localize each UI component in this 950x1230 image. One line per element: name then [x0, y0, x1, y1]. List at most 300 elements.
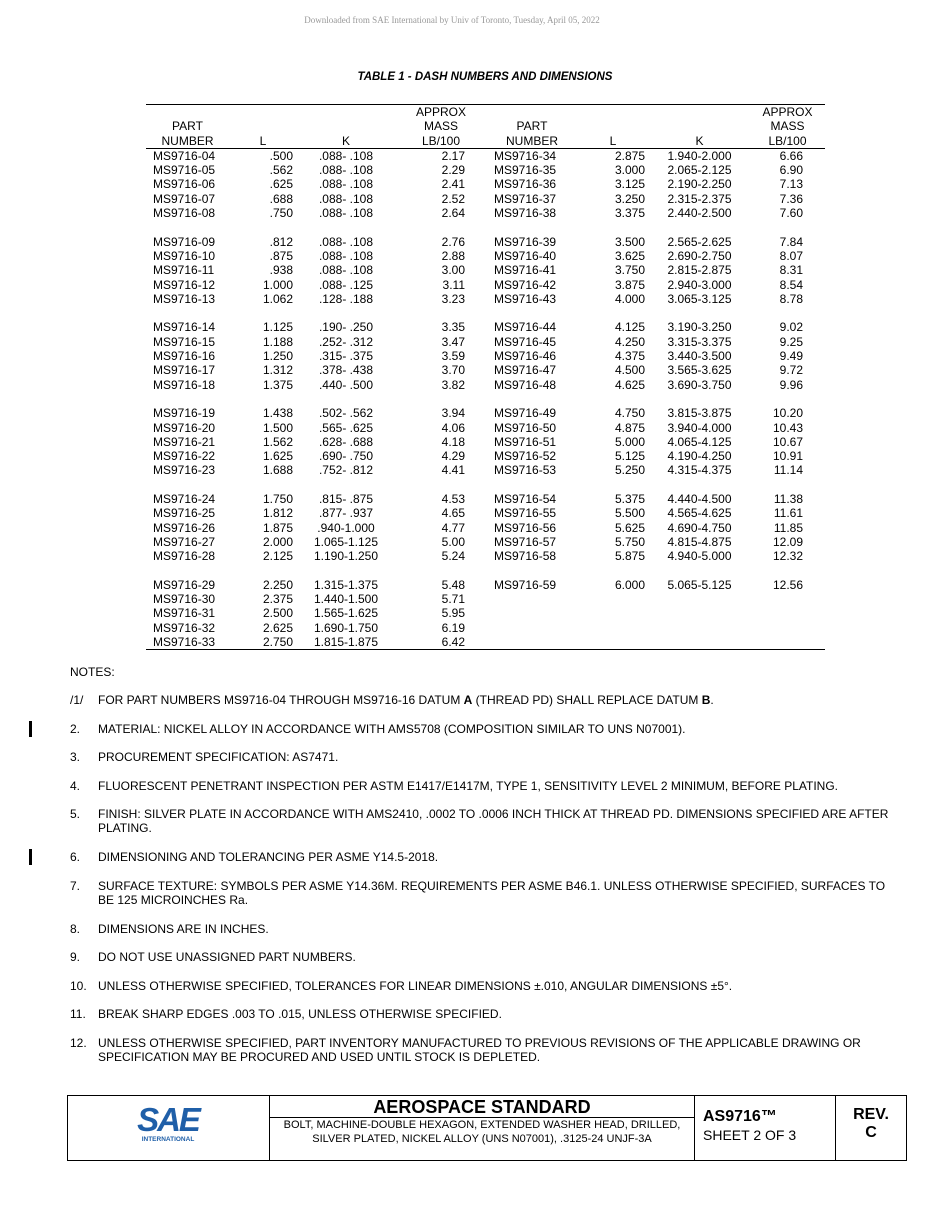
- approx-mass: 2.52: [441, 191, 465, 206]
- l-value: 2.750: [229, 635, 297, 650]
- table-row: [146, 249, 825, 263]
- approx-mass: 3.35: [441, 320, 465, 335]
- l-value: 1.125: [262, 320, 293, 335]
- approx-mass: 9.96: [779, 377, 803, 392]
- l-value: 1.000: [262, 277, 293, 292]
- note-number: 9.: [70, 950, 81, 964]
- revision-cell: [836, 1096, 906, 1160]
- l-value: 2.375: [262, 592, 293, 607]
- l-value: .812: [269, 234, 293, 249]
- k-range: 3.440-3.500: [667, 349, 732, 364]
- note-text-part: .: [710, 693, 714, 707]
- note-number: 8.: [70, 922, 81, 936]
- k-range: 2.190-2.250: [667, 177, 732, 192]
- k-range: 3.565-3.625: [667, 363, 732, 378]
- part-number: MS9716-48: [494, 377, 557, 392]
- approx-mass: [750, 635, 825, 650]
- k-range: .088- .108: [318, 263, 374, 278]
- revision-label: REV.: [853, 1106, 889, 1123]
- part-number: MS9716-29: [153, 577, 216, 592]
- l-value: 4.500: [614, 363, 645, 378]
- l-value: 2.125: [262, 549, 293, 564]
- l-value: 5.875: [614, 549, 645, 564]
- part-number: MS9716-43: [494, 291, 557, 306]
- l-value: 3.125: [614, 177, 645, 192]
- approx-mass: 3.47: [441, 334, 465, 349]
- note-text-part: (THREAD PD) SHALL REPLACE DATUM: [472, 693, 702, 707]
- approx-mass: 5.95: [441, 606, 465, 621]
- part-number: MS9716-21: [153, 434, 216, 449]
- k-range: 1.690-1.750: [313, 620, 379, 635]
- table-row: [146, 549, 825, 563]
- table-row: [146, 606, 825, 620]
- k-range: .088- .108: [318, 248, 374, 263]
- note-item: [70, 1007, 890, 1021]
- part-number: MS9716-22: [153, 449, 216, 464]
- group-spacer: [146, 220, 825, 234]
- k-range: 1.315-1.375: [313, 577, 379, 592]
- note-item: [70, 850, 890, 864]
- approx-mass: 10.20: [772, 406, 803, 421]
- part-number: MS9716-59: [494, 577, 557, 592]
- part-number: MS9716-06: [153, 177, 216, 192]
- approx-mass: 4.29: [441, 449, 465, 464]
- revision-change-bar: [29, 849, 32, 865]
- approx-mass: 4.77: [441, 520, 465, 535]
- l-value: 1.188: [262, 334, 293, 349]
- part-number: MS9716-41: [494, 263, 557, 278]
- header-mass-left: APPROX MASS LB/100: [395, 105, 487, 149]
- l-value: 1.250: [262, 349, 293, 364]
- part-number: MS9716-08: [153, 206, 216, 221]
- k-range: .128- .188: [318, 291, 374, 306]
- l-value: 6.000: [614, 577, 645, 592]
- l-value: 4.250: [614, 334, 645, 349]
- part-number: MS9716-14: [153, 320, 216, 335]
- l-value: 1.875: [262, 520, 293, 535]
- approx-mass: 11.14: [773, 463, 803, 478]
- note-item: [70, 1036, 890, 1064]
- part-number: MS9716-39: [494, 234, 557, 249]
- approx-mass: 8.78: [779, 291, 803, 306]
- approx-mass: 7.36: [779, 191, 803, 206]
- k-range: 4.690-4.750: [667, 520, 732, 535]
- approx-mass: 6.90: [779, 163, 803, 178]
- approx-mass: 4.06: [441, 420, 465, 435]
- k-range: .088- .125: [318, 277, 374, 292]
- approx-mass: 10.67: [772, 434, 803, 449]
- k-range: 1.565-1.625: [313, 606, 379, 621]
- approx-mass: 7.60: [779, 206, 803, 221]
- approx-mass: 4.18: [441, 434, 465, 449]
- k-range: 4.440-4.500: [667, 492, 732, 507]
- part-number: MS9716-30: [153, 592, 216, 607]
- sheet-number: SHEET 2 OF 3: [703, 1127, 797, 1143]
- part-number: MS9716-25: [153, 506, 216, 521]
- l-value: .688: [269, 191, 293, 206]
- note-item: [70, 922, 890, 936]
- l-value: .938: [269, 263, 293, 278]
- document-number: AS9716™: [703, 1108, 777, 1125]
- approx-mass: 3.11: [442, 277, 465, 292]
- l-value: .750: [269, 206, 293, 221]
- approx-mass: 12.09: [772, 534, 803, 549]
- k-range: .628- .688: [318, 434, 374, 449]
- note-item: [70, 879, 890, 907]
- part-number: MS9716-11: [153, 263, 215, 278]
- approx-mass: 4.65: [441, 506, 465, 521]
- table-row: [146, 335, 825, 349]
- note-number: 12.: [70, 1036, 87, 1050]
- approx-mass: 2.17: [441, 148, 465, 163]
- part-number: MS9716-04: [153, 148, 216, 163]
- title-description-cell: [270, 1096, 695, 1160]
- l-value: 1.375: [262, 377, 293, 392]
- l-value: 3.000: [614, 163, 645, 178]
- part-number: MS9716-09: [153, 234, 216, 249]
- part-number: MS9716-28: [153, 549, 216, 564]
- l-value: 3.625: [614, 248, 645, 263]
- download-note: Downloaded from SAE International by Univ of Toronto, Tuesday, April 05, 2022: [304, 15, 600, 25]
- dash-numbers-table: [146, 104, 825, 650]
- l-value: 2.875: [614, 148, 645, 163]
- part-number: MS9716-49: [494, 406, 557, 421]
- part-number: MS9716-32: [153, 620, 216, 635]
- k-range: .378- .438: [318, 363, 374, 378]
- approx-mass: 10.43: [772, 420, 803, 435]
- part-number: MS9716-20: [153, 420, 216, 435]
- approx-mass: 6.66: [779, 148, 803, 163]
- note-item: [70, 779, 890, 793]
- k-range: 3.315-3.375: [667, 334, 732, 349]
- part-number: MS9716-26: [153, 520, 216, 535]
- k-range: [649, 606, 750, 620]
- note-text: [98, 693, 890, 707]
- sae-logo-sub: INTERNATIONAL: [141, 1136, 195, 1143]
- l-value: 1.562: [262, 434, 293, 449]
- part-number: [487, 621, 577, 635]
- note-number: 3.: [70, 750, 81, 764]
- table-row: [146, 263, 825, 277]
- part-number: MS9716-51: [494, 434, 557, 449]
- note-number: 11.: [70, 1007, 86, 1021]
- l-value: 1.625: [262, 449, 293, 464]
- table-row: [146, 177, 825, 191]
- l-value: 2.500: [262, 606, 293, 621]
- k-range: .088- .108: [318, 163, 374, 178]
- k-range: 2.065-2.125: [667, 163, 732, 178]
- group-spacer: [146, 478, 825, 492]
- l-value: 4.000: [614, 291, 645, 306]
- k-range: 4.815-4.875: [667, 534, 732, 549]
- l-value: 5.250: [614, 463, 645, 478]
- table-header-row: [146, 105, 825, 149]
- part-number: MS9716-16: [153, 349, 216, 364]
- approx-mass: 9.72: [779, 363, 803, 378]
- approx-mass: 11.38: [773, 492, 803, 507]
- sae-logo: [68, 1096, 270, 1160]
- part-number: MS9716-42: [494, 277, 557, 292]
- l-value: 3.250: [614, 191, 645, 206]
- l-value: 4.625: [614, 377, 645, 392]
- part-number: MS9716-35: [494, 163, 557, 178]
- l-value: [577, 606, 649, 620]
- k-range: .815- .875: [318, 492, 374, 507]
- approx-mass: 2.41: [441, 177, 465, 192]
- l-value: 2.250: [262, 577, 293, 592]
- table-row: [146, 492, 825, 506]
- l-value: 5.500: [614, 506, 645, 521]
- note-item: [70, 722, 890, 736]
- part-number: MS9716-13: [153, 291, 216, 306]
- part-number: MS9716-58: [494, 549, 557, 564]
- note-number: 2.: [70, 722, 81, 736]
- l-value: 1.688: [262, 463, 293, 478]
- approx-mass: 3.00: [441, 263, 465, 278]
- approx-mass: 5.24: [441, 549, 465, 564]
- k-range: 1.440-1.500: [313, 592, 379, 607]
- part-number: MS9716-47: [494, 363, 557, 378]
- part-number: MS9716-57: [494, 534, 557, 549]
- header-l-right: L: [577, 105, 649, 149]
- part-number: MS9716-23: [153, 463, 216, 478]
- part-number: MS9716-24: [153, 492, 216, 507]
- k-range: .690- .750: [318, 449, 374, 464]
- note-text: DO NOT USE UNASSIGNED PART NUMBERS.: [98, 950, 356, 964]
- note-text: FLUORESCENT PENETRANT INSPECTION PER ASTM E1417/E1417M, TYPE 1, SENSITIVITY LEVEL 2 MINIMUM, BEFORE PLATING.: [98, 779, 838, 793]
- table-row: [146, 292, 825, 306]
- approx-mass: 3.59: [441, 349, 465, 364]
- l-value: 3.500: [614, 234, 645, 249]
- part-number: MS9716-46: [494, 349, 557, 364]
- k-range: 4.315-4.375: [667, 463, 732, 478]
- l-value: [577, 592, 649, 606]
- l-value: 4.750: [614, 406, 645, 421]
- note-item: [70, 807, 890, 835]
- part-number: MS9716-36: [494, 177, 557, 192]
- note-number: 7.: [70, 879, 81, 893]
- k-range: .190- .250: [318, 320, 374, 335]
- l-value: 5.375: [614, 492, 645, 507]
- title-block: [67, 1095, 907, 1161]
- approx-mass: 3.70: [441, 363, 465, 378]
- part-number: MS9716-54: [494, 492, 557, 507]
- l-value: 3.750: [614, 263, 645, 278]
- approx-mass: 9.49: [779, 349, 803, 364]
- note-text-part: FOR PART NUMBERS MS9716-04 THROUGH MS9716-16 DATUM: [98, 693, 464, 707]
- approx-mass: 9.02: [779, 320, 803, 335]
- table-row: [146, 578, 825, 592]
- table-row: [146, 349, 825, 363]
- note-number: 5.: [70, 807, 81, 821]
- k-range: 2.440-2.500: [667, 206, 732, 221]
- table-row: [146, 206, 825, 220]
- part-description: BOLT, MACHINE-DOUBLE HEXAGON, EXTENDED WASHER HEAD, DRILLED, SILVER PLATED, NICKEL ALLOY (UNS N07001), .3125-24 UNJF-3A: [283, 1119, 681, 1145]
- k-range: .940-1.000: [317, 520, 375, 535]
- datum-label: A: [463, 693, 473, 707]
- k-range: .088- .108: [318, 148, 374, 163]
- l-value: 4.875: [614, 420, 645, 435]
- approx-mass: 5.48: [441, 577, 465, 592]
- note-item: [70, 750, 890, 764]
- part-number: MS9716-45: [494, 334, 557, 349]
- l-value: 1.312: [262, 363, 293, 378]
- approx-mass: 3.82: [441, 377, 465, 392]
- approx-mass: 12.32: [772, 549, 803, 564]
- l-value: 5.625: [614, 520, 645, 535]
- table-row: [146, 463, 825, 477]
- k-range: .565- .625: [318, 420, 374, 435]
- approx-mass: 8.31: [779, 263, 803, 278]
- group-spacer: [146, 392, 825, 406]
- approx-mass: [750, 621, 825, 635]
- part-number: MS9716-19: [153, 406, 216, 421]
- table-row: [146, 449, 825, 463]
- approx-mass: 3.94: [441, 406, 465, 421]
- part-number: MS9716-40: [494, 248, 557, 263]
- k-range: .088- .108: [318, 206, 374, 221]
- table-row: [146, 506, 825, 520]
- table-row: [146, 435, 825, 449]
- part-number: MS9716-55: [494, 506, 557, 521]
- l-value: .875: [269, 248, 293, 263]
- approx-mass: 6.19: [441, 620, 465, 635]
- l-value: 4.125: [614, 320, 645, 335]
- part-number: MS9716-34: [494, 148, 557, 163]
- approx-mass: 7.13: [779, 177, 803, 192]
- note-text: UNLESS OTHERWISE SPECIFIED, PART INVENTORY MANUFACTURED TO PREVIOUS REVISIONS OF THE APPLICABLE DRAWING OR SPECIFICATION MAY BE PROCURED AND USED UNTIL STOCK IS DEPLETED.: [98, 1036, 861, 1064]
- revision-change-bar: [29, 721, 32, 737]
- table-row: [146, 320, 825, 334]
- approx-mass: 6.42: [395, 635, 487, 650]
- approx-mass: 11.61: [773, 506, 803, 521]
- table-row: [146, 378, 825, 392]
- k-range: 2.815-2.875: [667, 263, 732, 278]
- group-spacer: [146, 564, 825, 578]
- note-item: [70, 950, 890, 964]
- table-row: [146, 363, 825, 377]
- table-row: [146, 592, 825, 606]
- approx-mass: 3.23: [441, 291, 465, 306]
- table-row: [146, 278, 825, 292]
- k-range: .315- .375: [318, 349, 374, 364]
- approx-mass: 2.76: [441, 234, 465, 249]
- part-number: MS9716-18: [153, 377, 216, 392]
- approx-mass: 8.54: [779, 277, 803, 292]
- note-text: DIMENSIONS ARE IN INCHES.: [98, 922, 269, 936]
- header-mass-right: APPROX MASS LB/100: [750, 105, 825, 149]
- part-number: MS9716-15: [153, 334, 216, 349]
- approx-mass: 2.64: [441, 206, 465, 221]
- part-number: MS9716-56: [494, 520, 557, 535]
- part-number: MS9716-53: [494, 463, 557, 478]
- part-number: [487, 592, 577, 606]
- notes-label: NOTES:: [70, 665, 115, 679]
- note-number: /1/: [70, 693, 84, 707]
- table-row: [146, 421, 825, 435]
- k-range: 1.065-1.125: [313, 534, 379, 549]
- k-range: 4.565-4.625: [667, 506, 732, 521]
- l-value: 1.438: [262, 406, 293, 421]
- note-text: FINISH: SILVER PLATE IN ACCORDANCE WITH AMS2410, .0002 TO .0006 INCH THICK AT THREAD PD. DIMENSIONS SPECIFIED ARE AFTER PLATING.: [98, 807, 889, 835]
- part-number: MS9716-44: [494, 320, 557, 335]
- part-number: MS9716-52: [494, 449, 557, 464]
- l-value: 1.750: [262, 492, 293, 507]
- approx-mass: 2.29: [441, 163, 465, 178]
- approx-mass: [750, 592, 825, 606]
- approx-mass: 10.91: [772, 449, 803, 464]
- l-value: 4.375: [614, 349, 645, 364]
- k-range: 4.190-4.250: [667, 449, 732, 464]
- note-text: MATERIAL: NICKEL ALLOY IN ACCORDANCE WITH AMS5708 (COMPOSITION SIMILAR TO UNS N07001).: [98, 722, 686, 736]
- l-value: 3.375: [614, 206, 645, 221]
- approx-mass: 5.00: [441, 534, 465, 549]
- k-range: .440- .500: [318, 377, 374, 392]
- l-value: 5.125: [614, 449, 645, 464]
- l-value: 3.875: [614, 277, 645, 292]
- sae-logo-mark: [68, 1096, 269, 1160]
- table-row: [146, 535, 825, 549]
- l-value: .625: [269, 177, 293, 192]
- header-part-number-right: PART NUMBER: [487, 105, 577, 149]
- part-number: MS9716-31: [153, 606, 216, 621]
- note-text: UNLESS OTHERWISE SPECIFIED, TOLERANCES FOR LINEAR DIMENSIONS ±.010, ANGULAR DIMENSIONS ±5°.: [98, 979, 733, 993]
- k-range: 1.815-1.875: [297, 635, 395, 650]
- approx-mass: 9.25: [779, 334, 803, 349]
- k-range: 4.065-4.125: [667, 434, 732, 449]
- table-row: [146, 235, 825, 249]
- approx-mass: 11.85: [773, 520, 803, 535]
- revision-value: C: [865, 1124, 877, 1141]
- part-number: MS9716-27: [153, 534, 216, 549]
- approx-mass: 5.71: [441, 592, 465, 607]
- note-text: BREAK SHARP EDGES .003 TO .015, UNLESS OTHERWISE SPECIFIED.: [98, 1007, 502, 1021]
- k-range: .752- .812: [318, 463, 374, 478]
- sae-logo-letters: SAE: [137, 1101, 199, 1138]
- k-range: .088- .108: [318, 177, 374, 192]
- k-range: 3.190-3.250: [667, 320, 732, 335]
- note-text: SURFACE TEXTURE: SYMBOLS PER ASME Y14.36M. REQUIREMENTS PER ASME B46.1. UNLESS OTHERWISE SPECIFIED, SURFACES TO BE 125 MICROINCHES Ra.: [98, 879, 886, 907]
- note-number: 6.: [70, 850, 81, 864]
- k-range: [649, 635, 750, 650]
- l-value: .500: [269, 148, 293, 163]
- l-value: .562: [269, 163, 293, 178]
- approx-mass: 12.56: [772, 577, 803, 592]
- approx-mass: 4.41: [441, 463, 465, 478]
- part-number: MS9716-37: [494, 191, 557, 206]
- table-row: [146, 406, 825, 420]
- k-range: [649, 621, 750, 635]
- header-k-left: K: [297, 105, 395, 149]
- table-row: [146, 621, 825, 635]
- note-number: 10.: [70, 979, 87, 993]
- k-range: 2.565-2.625: [667, 234, 732, 249]
- k-range: [649, 592, 750, 606]
- group-spacer: [146, 306, 825, 320]
- approx-mass: 7.84: [779, 234, 803, 249]
- part-number: MS9716-10: [153, 248, 216, 263]
- table-row: [146, 635, 825, 650]
- standard-heading: AEROSPACE STANDARD: [270, 1096, 694, 1118]
- part-number: MS9716-38: [494, 206, 557, 221]
- l-value: 5.750: [614, 534, 645, 549]
- l-value: 1.812: [262, 506, 293, 521]
- k-range: 3.065-3.125: [667, 291, 732, 306]
- approx-mass: 2.88: [441, 248, 465, 263]
- k-range: 2.315-2.375: [667, 191, 732, 206]
- k-range: 3.815-3.875: [667, 406, 732, 421]
- header-k-right: K: [649, 105, 750, 149]
